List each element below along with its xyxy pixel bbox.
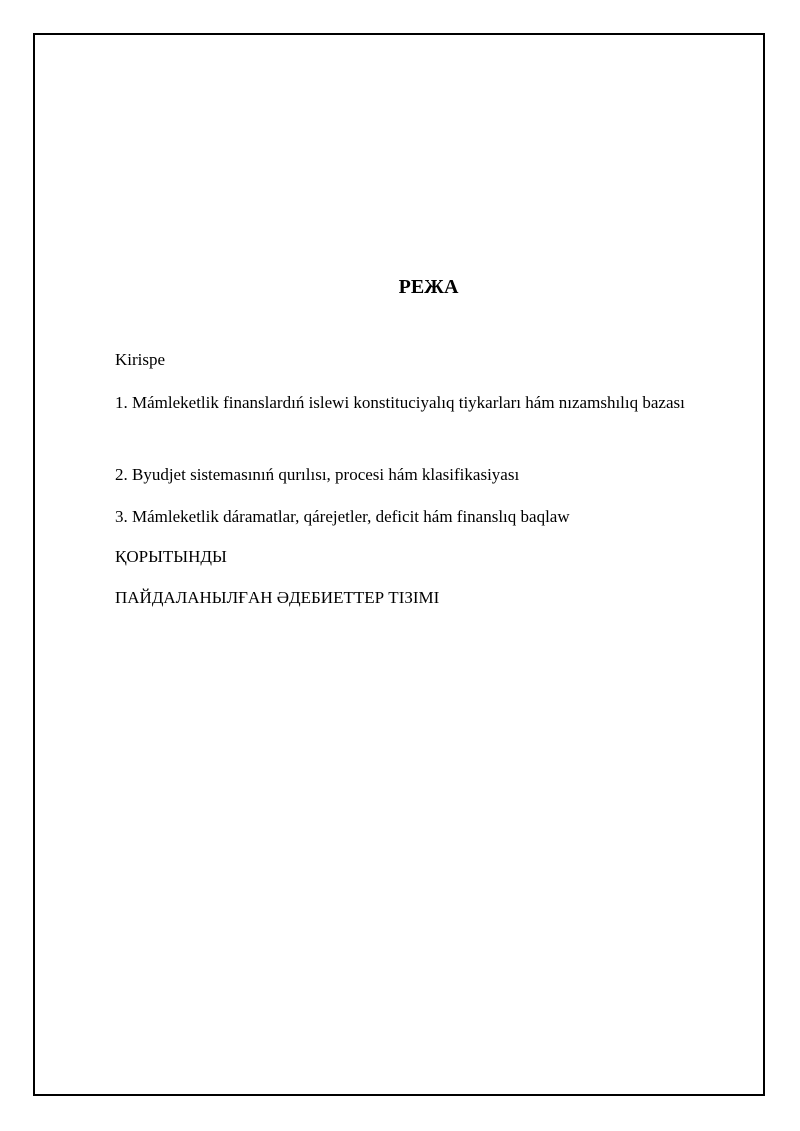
document-title: РЕЖА [398,276,459,298]
toc-item-chapter-1: 1. Mámleketlik finanslardıń islewi konstituciyalıq tiykarları hám nızamshılıq bazası [115,393,685,412]
toc-item-chapter-3: 3. Mámleketlik dáramatlar, qárejetler, deficit hám finanslıq baqlaw [115,507,570,526]
toc-item-conclusion: ҚОРЫТЫНДЫ [115,547,227,566]
toc-item-introduction: Kirispe [115,350,166,369]
toc-item-chapter-2: 2. Byudjet sistemasınıń qurılısı, procesi hám klasifikasiyası [115,465,520,484]
toc-item-references: ПАЙДАЛАНЫЛҒАН ӘДЕБИЕТТЕР ТІЗІМІ [115,588,440,607]
